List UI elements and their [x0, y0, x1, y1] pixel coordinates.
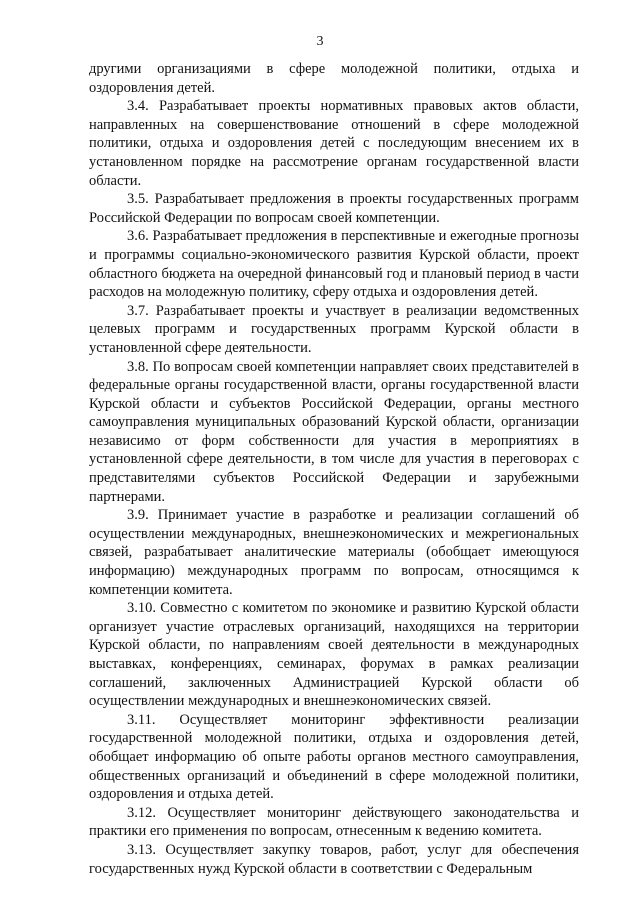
paragraph-3-6: 3.6. Разрабатывает предложения в перспективные и ежегодные прогнозы и программы социально-экономического развития Курской области, проект областного бюджета на очередной финансовый год и плановый период в части расходов на молодежную политику, сферу отдыха и оздоровления детей.: [89, 228, 579, 301]
paragraph-3-10: 3.10. Совместно с комитетом по экономике и развитию Курской области организует участие отраслевых организаций, находящихся на территории Курской области, по направлениям своей деятельности в международных выставках, конференциях, семинарах, форумах в рамках реализации соглашений, заключенных Администрацией Курской области об осуществлении международных и внешнеэкономических связей.: [89, 600, 579, 710]
paragraph-3-9: 3.9. Принимает участие в разработке и реализации соглашений об осуществлении международных, внешнеэкономических и межрегиональных связей, разрабатывает аналитические материалы (обобщает имеющуюся информацию) международных программ по вопросам, относящимся к компетенции комитета.: [89, 507, 579, 598]
document-body: [89, 60, 579, 878]
page-number: 3: [316, 34, 324, 49]
paragraph-continuation: другими организациями в сфере молодежной политики, отдыха и оздоровления детей.: [89, 61, 579, 96]
paragraph-3-5: 3.5. Разрабатывает предложения в проекты государственных программ Российской Федерации по вопросам своей компетенции.: [89, 191, 579, 226]
paragraph-3-7: 3.7. Разрабатывает проекты и участвует в реализации ведомственных целевых программ и государственных программ Курской области в установленной сфере деятельности.: [89, 302, 579, 356]
paragraph-3-11: 3.11. Осуществляет мониторинг эффективности реализации государственной молодежной политики, отдыха и оздоровления детей, обобщает информацию об опыте работы органов местного самоуправления, общественных организаций и объединений в сфере молодежной политики, оздоровления и отдыха детей.: [89, 711, 579, 803]
paragraph-3-4: 3.4. Разрабатывает проекты нормативных правовых актов области, направленных на совершенствование отношений в сфере молодежной политики, отдыха и оздоровления детей с последующим внесением их в установленном порядке на рассмотрение органам государственной власти области.: [89, 98, 579, 189]
paragraph-3-12: 3.12. Осуществляет мониторинг действующего законодательства и практики его применения по вопросам, отнесенным к ведению комитета.: [89, 804, 579, 840]
paragraph-3-13: 3.13. Осуществляет закупку товаров, работ, услуг для обеспечения государственных нужд Курской области в соответствии с Федеральным: [89, 841, 579, 877]
paragraph-3-8: 3.8. По вопросам своей компетенции направляет своих представителей в федеральные органы государственной власти, органы государственной власти Курской области и субъектов Российской Федерации, органы местного самоуправления муниципальных образований Курской области, организации независимо от форм собственности для участия в мероприятиях в установленной сфере деятельности, в том числе для участия в переговорах с представителями субъектов Российской Федерации и зарубежными партнерами.: [89, 358, 579, 505]
